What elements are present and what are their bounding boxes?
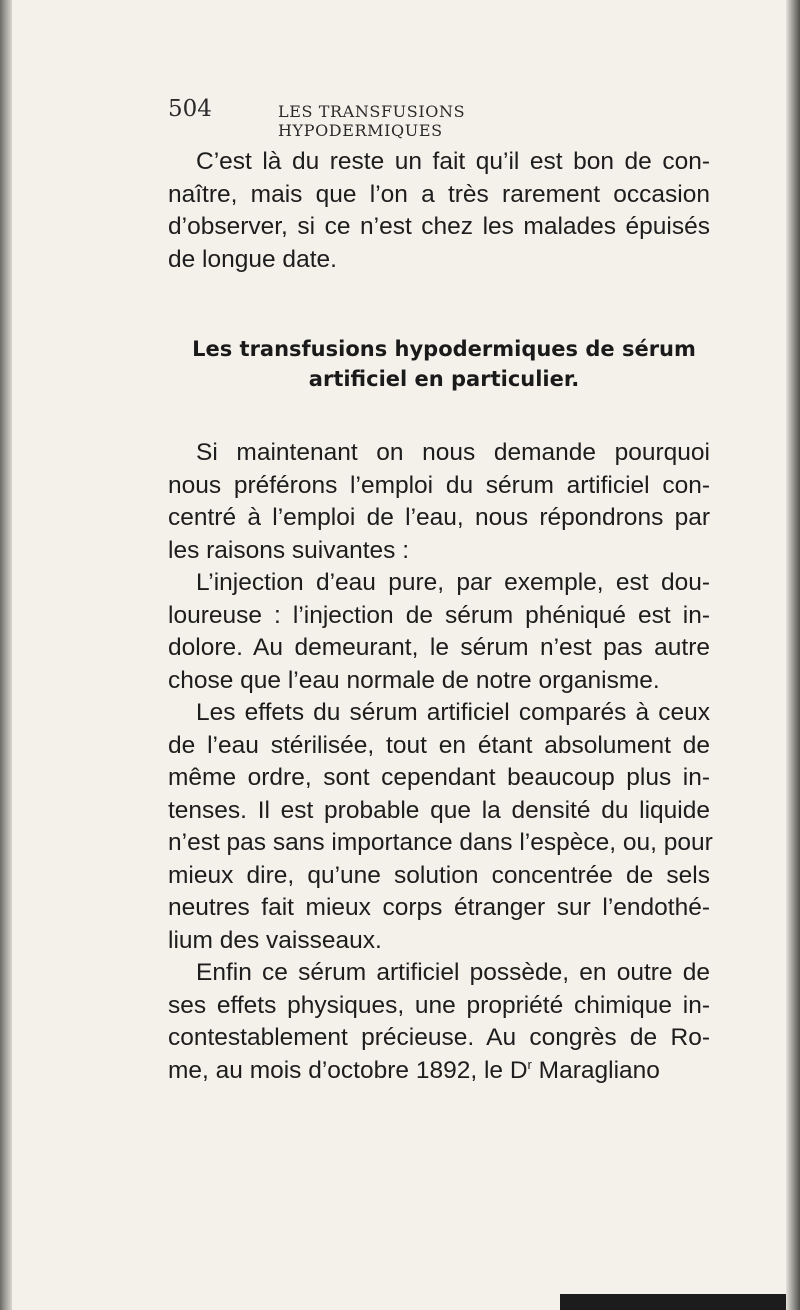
text-line: L’injection d’eau pure, par exemple, est dou-: [196, 569, 710, 596]
page-header: [168, 96, 628, 140]
text-line: dolore. Au demeurant, le sérum n’est pas autre: [168, 634, 710, 661]
text-line: C’est là du reste un fait qu’il est bon de con-: [196, 148, 710, 175]
text-line: n’est pas sans importance dans l’espèce, ou, pour: [168, 829, 713, 856]
paragraph-5: [168, 957, 710, 1087]
text-line: neutres fait mieux corps étranger sur l’endothé-: [168, 894, 710, 921]
text-line: Si maintenant on nous demande pourquoi: [196, 439, 710, 466]
text-line: Enfin ce sérum artificiel possède, en outre de: [196, 959, 710, 986]
text-line: nous préférons l’emploi du sérum artificiel con-: [168, 471, 710, 499]
text-line: lium des vaisseaux.: [168, 926, 382, 954]
paragraph-1: [168, 146, 710, 276]
paragraph-3: [168, 567, 710, 697]
text-line: de l’eau stérilisée, tout en étant absolument de: [168, 731, 710, 759]
text-line: Les effets du sérum artificiel comparés à ceux: [196, 699, 710, 726]
heading-line: artificiel en particulier.: [308, 367, 580, 391]
page-edge: [786, 0, 800, 1310]
text-line: les raisons suivantes :: [168, 536, 410, 564]
text-line: centré à l’emploi de l’eau, nous répondrons par: [168, 504, 710, 531]
heading-line: Les transfusions hypodermiques de sérum: [192, 337, 696, 361]
text-line: loureuse : l’injection de sérum phéniqué est in-: [168, 601, 710, 629]
paragraph-4: [168, 697, 713, 957]
text-line: naître, mais que l’on a très rarement occasion: [168, 180, 710, 208]
text-line: ses effets physiques, une propriété chimique in-: [168, 991, 710, 1019]
text-line: contestablement précieuse. Au congrès de Ro-: [168, 1024, 710, 1051]
text-line: chose que l’eau normale de notre organisme.: [168, 666, 660, 694]
section-heading: [168, 334, 720, 394]
running-title: LES TRANSFUSIONS HYPODERMIQUES: [278, 102, 466, 140]
text-line-with-superscript: [168, 1055, 710, 1088]
text-line: tenses. Il est probable que la densité du liquide: [168, 796, 710, 824]
bottom-shadow: [560, 1294, 786, 1310]
text-fragment: Maragliano: [531, 1056, 660, 1084]
text-fragment: me, au mois d’octobre 1892, le D: [168, 1056, 528, 1084]
text-line: d’observer, si ce n’est chez les malades épuisés: [168, 213, 710, 240]
text-line: mieux dire, qu’une solution concentrée de sels: [168, 861, 710, 889]
page-number: 504: [168, 96, 212, 122]
superscript: r: [527, 1056, 532, 1072]
binding-edge: [0, 0, 12, 1310]
paragraph-2: [168, 437, 710, 567]
text-line: de longue date.: [168, 245, 337, 273]
text-line: même ordre, sont cependant beaucoup plus in-: [168, 764, 710, 791]
